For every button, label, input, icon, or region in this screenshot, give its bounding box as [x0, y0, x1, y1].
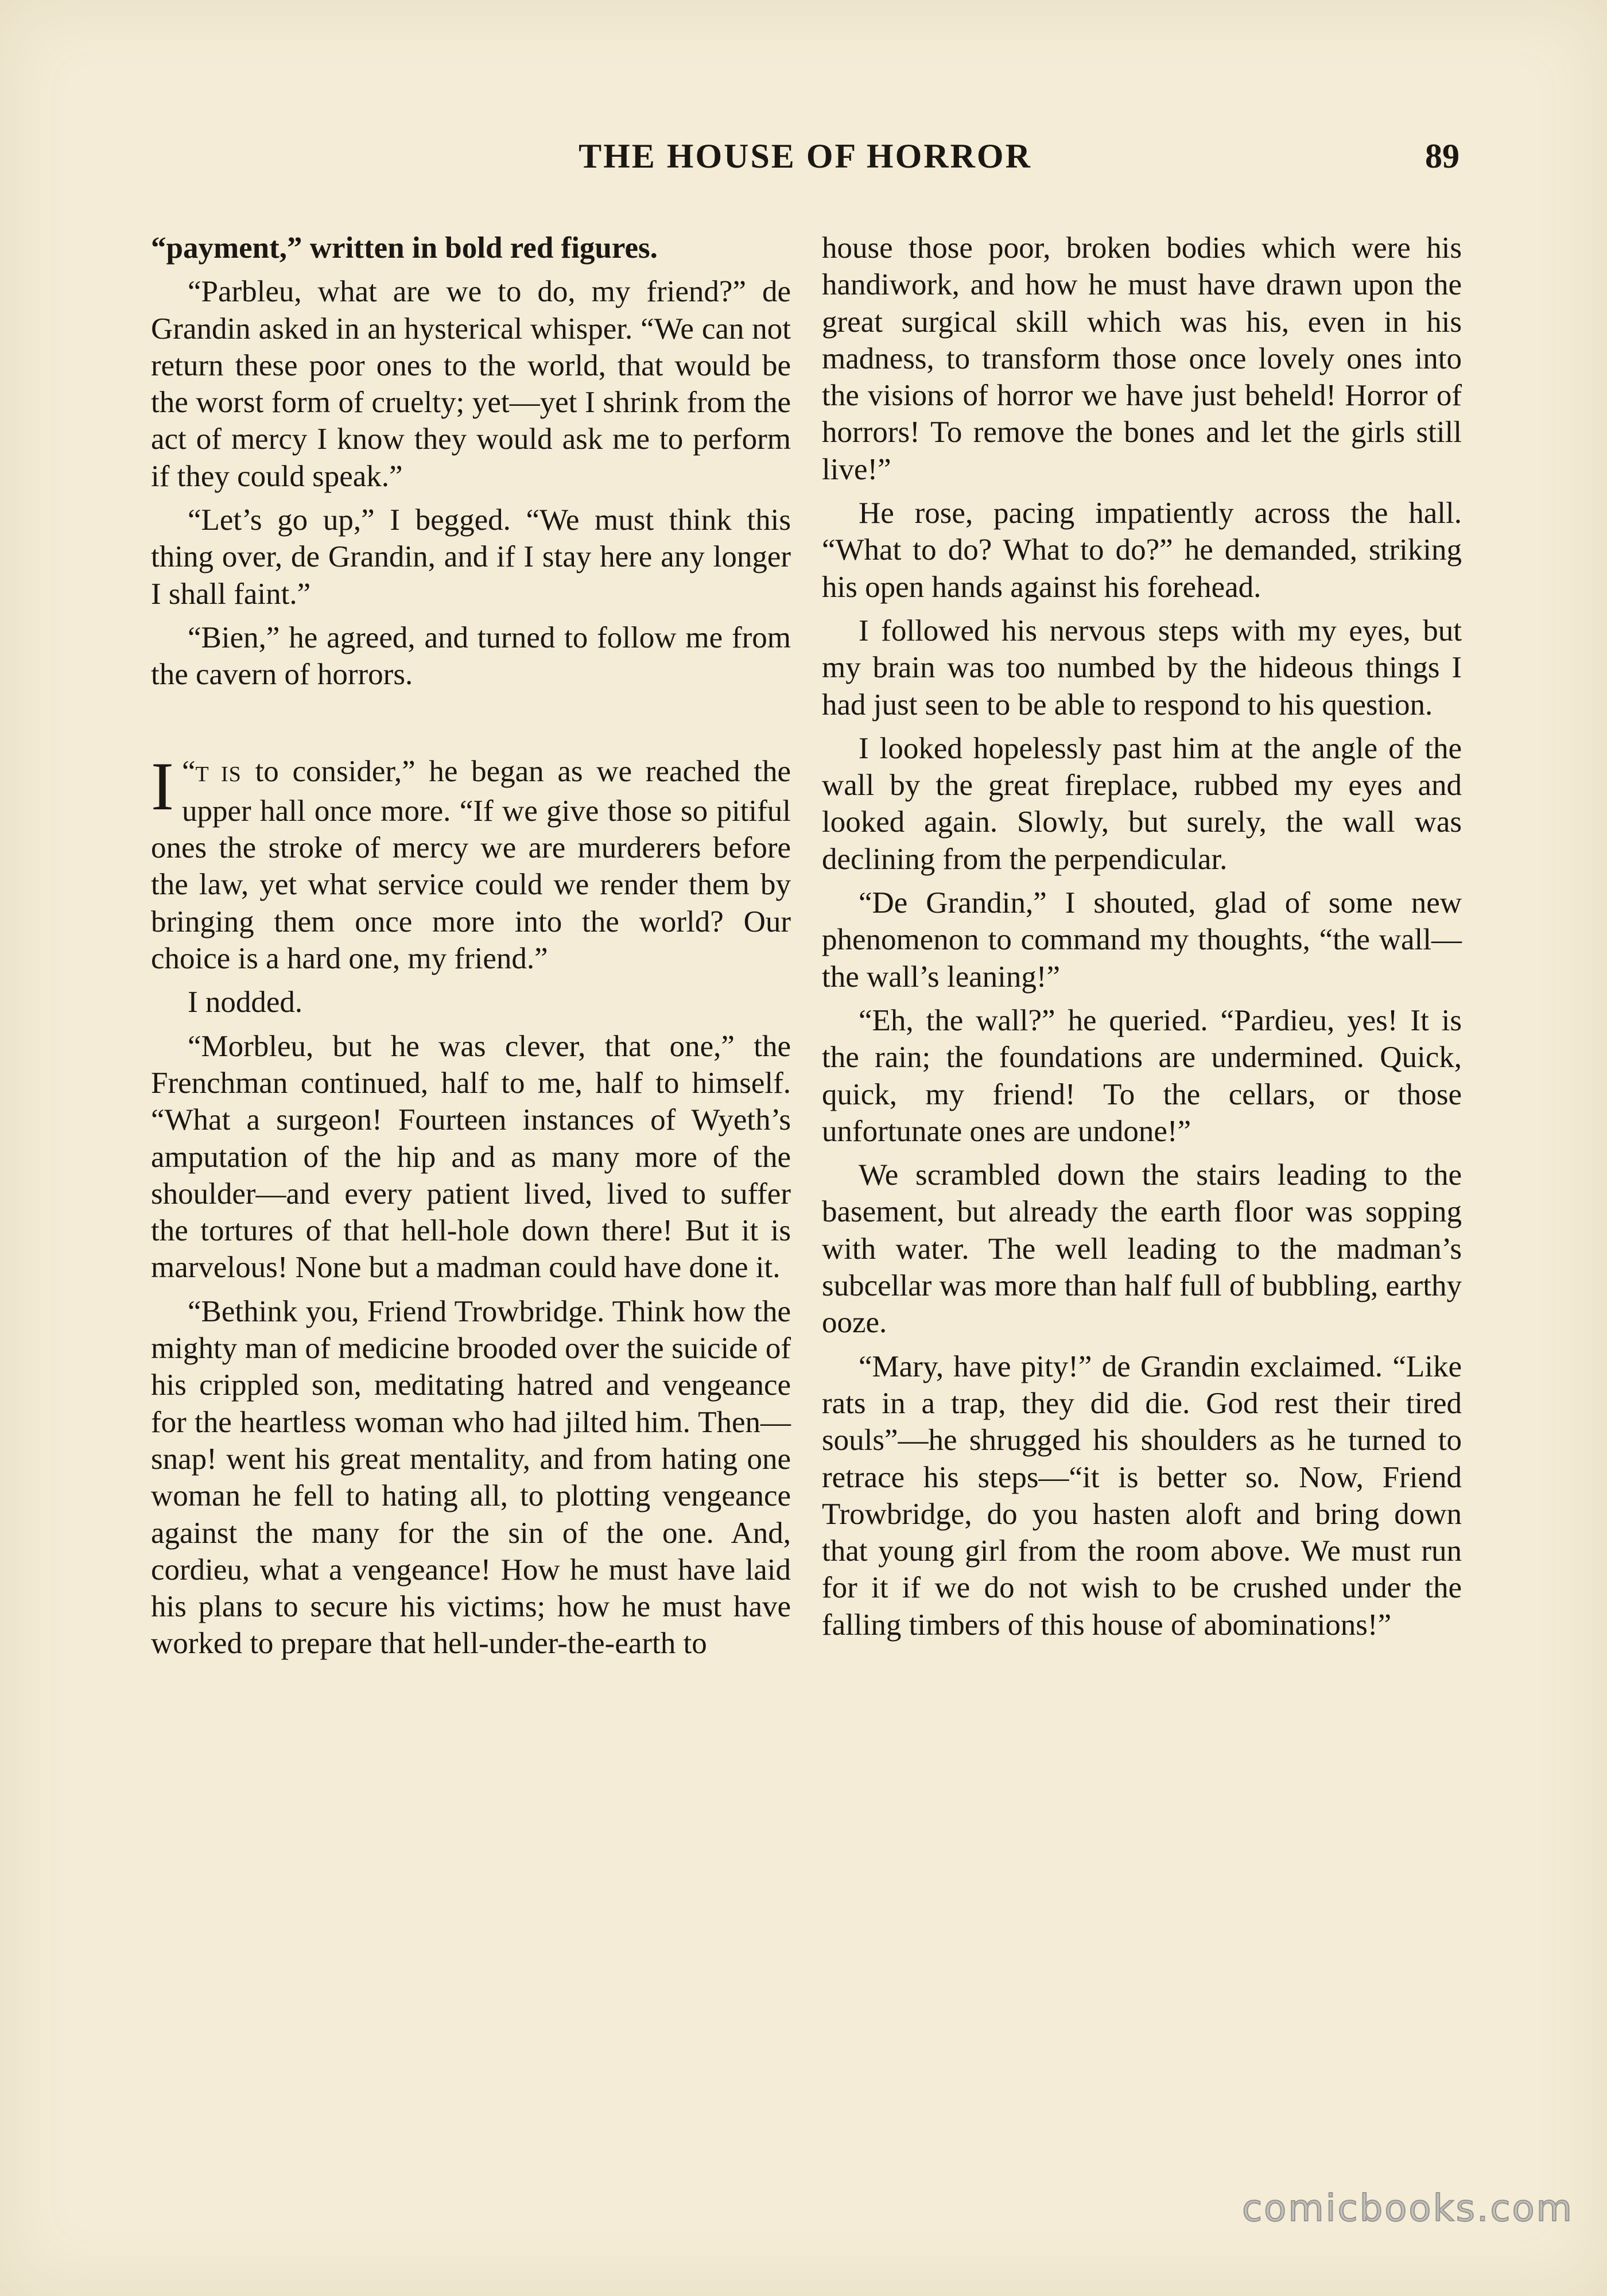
left-column: [151, 230, 791, 1662]
paragraph: We scrambled down the stairs leading to the basement, but already the earth floor was sopping with water. The well leading to the madman’s subcellar was more than half full of bubbling, earthy ooze.: [822, 1158, 1462, 1340]
paragraph: “Bien,” he agreed, and turned to follow me from the cavern of horrors.: [151, 620, 791, 692]
section-opening-paragraph: [151, 747, 791, 978]
paragraph: I nodded.: [188, 986, 303, 1019]
paragraph: house those poor, broken bodies which were his handiwork, and how he must have drawn upon the great surgical skill which was his, even in his madness, to transform those once lovely ones into the visions of horror we have just beheld! Horror of horrors! To remove the bones and let the girls still live!”: [822, 231, 1462, 486]
paragraph: “Let’s go up,” I begged. “We must think this thing over, de Grandin, and if I stay here any longer I shall faint.”: [151, 503, 791, 611]
paragraph: He rose, pacing impatiently across the hall. “What to do? What to do?” he demanded, striking his open hands against his forehead.: [822, 497, 1462, 604]
drop-cap: I: [151, 747, 174, 824]
watermark-logo: comicbooks.com: [1241, 2188, 1574, 2230]
paragraph-text: to consider,” he began as we reached the upper hall once more. “If we give those so pitiful ones the stroke of mercy we are murderers before the law, yet what service could we render them by bringing them once more into the world? Our choice is a hard one, my friend.”: [151, 754, 791, 976]
paragraph: “Bethink you, Friend Trowbridge. Think how the mighty man of medicine brooded over the suicide of his crippled son, meditating hatred and vengeance for the heartless woman who had jilted him. Then—snap! went his great mentality, and from hating one woman he fell to hating all, to plotting vengeance against the many for the sin of the one. And, cordieu, what a vengeance! How he must have laid his plans to secure his victims; how he must have worked to prepare that hell-under-the-earth to: [151, 1294, 791, 1661]
paragraph: “Parbleu, what are we to do, my friend?” de Grandin asked in an hysterical whisper. “We can not return these poor ones to the world, that would be the worst form of cruelty; yet—yet I shrink from the act of mercy I know they would ask me to perform if they could speak.”: [151, 275, 791, 493]
paragraph: I followed his nervous steps with my eyes, but my brain was too numbed by the hideous things I had just seen to be able to respond to his question.: [822, 614, 1462, 722]
opening-quote: “: [181, 754, 196, 788]
paragraph: “Morbleu, but he was clever, that one,” the Frenchman continued, half to me, half to himself. “What a surgeon! Fourteen instances of Wyeth’s amputation of the hip and as many more of the shoulder—and every patient lived, lived to suffer the tortures of that hell-hole down there! But it is marvelous! None but a madman could have done it.: [151, 1029, 791, 1285]
paragraph: “Eh, the wall?” he queried. “Pardieu, yes! It is the rain; the foundations are undermined. Quick, quick, my friend! To the cellars, or those unfortunate ones are undone!”: [822, 1003, 1462, 1148]
page-number: 89: [1425, 137, 1460, 175]
right-column: [822, 230, 1462, 1643]
paragraph: “Mary, have pity!” de Grandin exclaimed. “Like rats in a trap, they did die. God rest their tired souls”—he shrugged his shoulders as he turned to retrace his steps—“it is better so. Now, Friend Trowbridge, do you hasten aloft and bring down that young girl from the room above. We must run for it if we do not wish to be crushed under the falling timbers of this house of abominations!”: [822, 1349, 1462, 1642]
small-caps-lead: T IS: [195, 762, 242, 786]
running-head: [151, 137, 1460, 200]
page-title: THE HOUSE OF HORROR: [579, 137, 1032, 175]
paragraph: I looked hopelessly past him at the angle of the wall by the great fireplace, rubbed my eyes and looked again. Slowly, but surely, the wall was declining from the perpendicular.: [822, 731, 1462, 876]
paragraph: “De Grandin,” I shouted, glad of some new phenomenon to command my thoughts, “the wall—the wall’s leaning!”: [822, 886, 1462, 994]
paragraph: “payment,” written in bold red figures.: [151, 231, 658, 265]
